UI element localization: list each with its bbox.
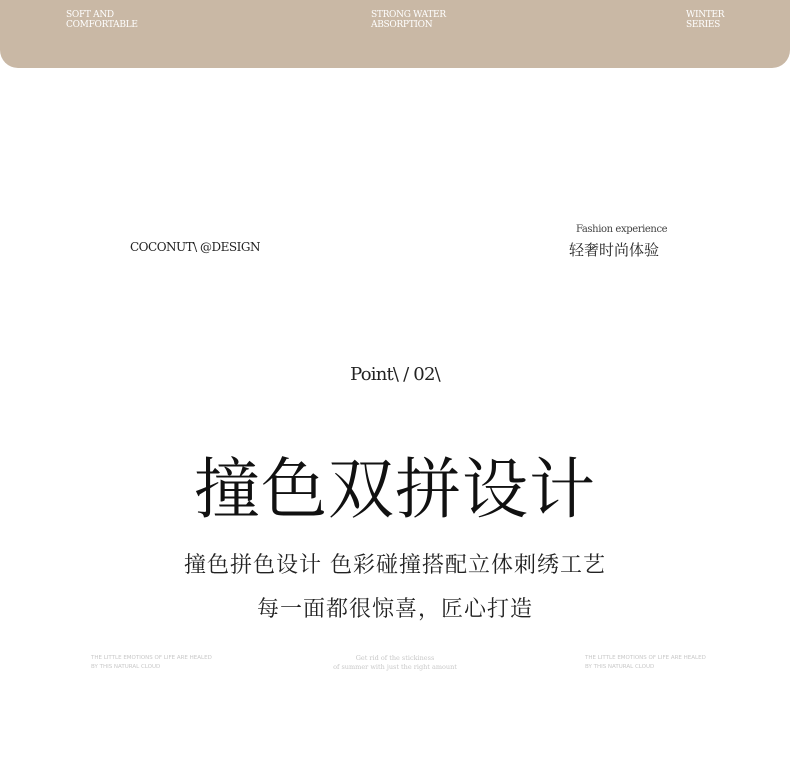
subtitle-line-1: 撞色拼色设计 色彩碰撞搭配立体刺绣工艺 [184,553,606,578]
brand-label: COCONUT\ @DESIGN [130,240,260,254]
footer-left-text: THE LITTLE EMOTIONS OF LIFE ARE HEALED BY THIS NATURAL CLOUD [91,655,212,670]
footer-center-text: Get rid of the stickiness of summer with just the right amount [333,654,457,671]
footer-right-text: THE LITTLE EMOTIONS OF LIFE ARE HEALED BY THIS NATURAL CLOUD [585,655,706,670]
banner-left-text: SOFT AND COMFORTABLE [66,10,138,30]
banner-center-text: STRONG WATER ABSORPTION [371,10,446,30]
top-banner [0,0,790,68]
subtitle-line-2: 每一面都很惊喜，匠心打造 [256,597,533,622]
fashion-english-label: Fashion experience [576,224,668,235]
fashion-chinese-label: 轻奢时尚体验 [569,241,660,259]
point-label: Point\ / 02\ [350,364,440,385]
page-title: 撞色双拼设计 [194,451,596,528]
banner-right-text: WINTER SERIES [686,10,725,30]
